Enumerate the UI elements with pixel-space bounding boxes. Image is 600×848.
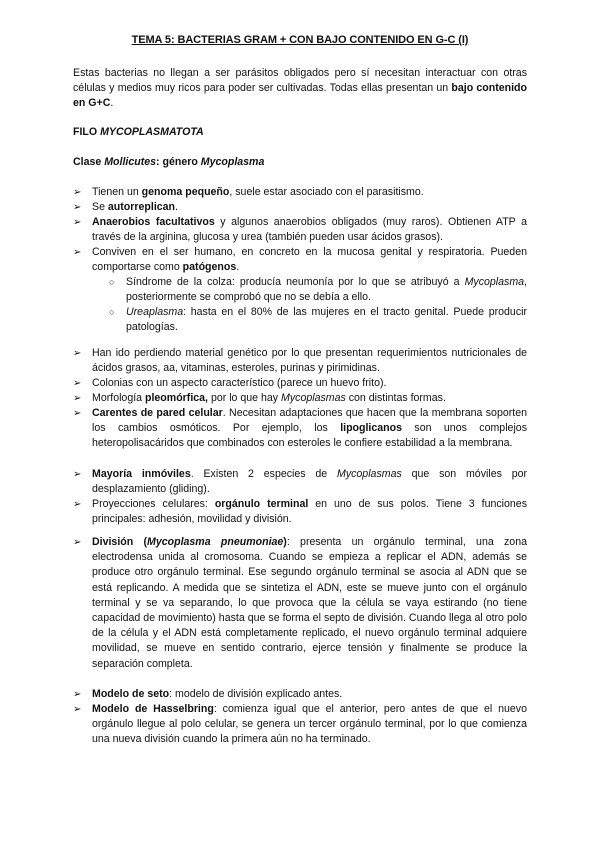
list-item	[73, 245, 527, 275]
item-text: Han ido perdiendo material genético por lo que presentan requerimientos nutricionales de ácidos grasos, aa, vitaminas, esteroles, purinas y pirimidinas.	[92, 347, 527, 375]
clase-name: Mollicutes	[104, 156, 157, 168]
list-item	[73, 406, 527, 452]
filo-prefix: FILO	[73, 126, 101, 138]
item-bold-italic: Mycoplasma pneumoniae	[147, 536, 284, 548]
list-item	[73, 467, 527, 497]
intro-end: .	[110, 97, 114, 110]
filo-heading	[73, 125, 527, 140]
intro-paragraph	[73, 66, 527, 112]
item-text: : comienza igual que el anterior, pero antes de que el nuevo orgánulo llegue al polo celular, se genera un tercer orgánulo terminal, por lo que comienza una nueva división cuando la primera aún no ha terminado.	[92, 703, 527, 746]
item-bold: Carentes de pared celular	[92, 407, 223, 419]
bullet-arrow-icon: ➢	[73, 217, 82, 228]
list-item	[73, 535, 527, 672]
item-text: Síndrome de la colza: producía neumonía por lo que se atribuyó a	[126, 276, 465, 288]
bullet-arrow-icon: ➢	[73, 689, 82, 700]
item-text: : modelo de división explicado antes.	[169, 688, 343, 700]
item-italic: Mycoplasmas	[337, 468, 402, 480]
clase-mid: : género	[156, 156, 201, 168]
item-text: . Existen 2 especies de	[190, 468, 337, 480]
item-bold: pleomórfica,	[145, 392, 208, 404]
item-bold: División (	[92, 536, 148, 548]
item-text: con distintas formas.	[345, 392, 446, 404]
list-item	[73, 185, 527, 200]
item-bold: Modelo de seto	[92, 688, 170, 700]
item-bold: )	[283, 536, 287, 548]
item-text: Proyecciones celulares:	[92, 498, 215, 510]
bullet-arrow-icon: ➢	[73, 247, 82, 258]
list-item	[73, 200, 527, 215]
bullet-arrow-icon: ➢	[73, 499, 82, 510]
item-text: Conviven en el ser humano, en concreto en la mucosa genital y respiratoria. Pueden comportarse como	[92, 246, 527, 274]
item-italic: Ureaplasma	[126, 306, 184, 318]
bullet-arrow-icon: ➢	[73, 408, 82, 419]
list-item	[73, 346, 527, 376]
item-text: .	[175, 201, 178, 213]
bullet-arrow-icon: ➢	[73, 393, 82, 404]
circle-bullet-icon: ○	[109, 277, 115, 287]
bullet-arrow-icon: ➢	[73, 704, 82, 715]
item-text: por lo que hay	[208, 392, 282, 404]
bullet-arrow-icon: ➢	[73, 378, 82, 389]
clase-prefix: Clase	[73, 156, 105, 168]
item-text: , suele estar asociado con el parasitismo.	[229, 186, 424, 198]
item-text: Morfología	[92, 392, 145, 404]
item-text: que son móviles por desplazamiento (gliding).	[92, 468, 528, 496]
clase-genus: Mycoplasma	[200, 156, 265, 168]
list-item	[73, 376, 527, 391]
filo-name: MYCOPLASMATOTA	[100, 126, 204, 138]
bullet-arrow-icon: ➢	[73, 469, 82, 480]
item-text: Colonias con un aspecto característico (parece un huevo frito).	[92, 377, 387, 389]
item-bold: lipoglicanos	[340, 422, 402, 435]
item-text: Se	[92, 201, 108, 213]
item-text: : hasta en el 80% de las mujeres en el tracto genital. Puede producir patologías.	[126, 306, 527, 334]
item-bold: autorreplican	[107, 201, 176, 213]
item-text: en uno de sus polos. Tiene 3 funciones principales: adhesión, movilidad y división.	[92, 498, 527, 526]
intro-text: Estas bacterias no llegan a ser parásitos obligados pero sí necesitan interactuar con otras células y medios muy ricos para poder ser cultivadas. Todas ellas presentan un	[73, 67, 527, 95]
item-bold: Anaerobios facultativos	[92, 216, 215, 228]
item-text: .	[236, 261, 240, 274]
sub-list-item	[109, 275, 527, 305]
clase-heading	[73, 155, 527, 170]
item-bold: patógenos	[182, 261, 237, 274]
list-item	[73, 215, 527, 245]
sub-list-item	[109, 305, 527, 335]
list-item	[73, 391, 527, 406]
item-bold: Modelo de Hasselbring	[92, 703, 214, 715]
item-text: . Necesitan adaptaciones que hacen que la membrana soporten los cambios osmóticos. Por ejemplo, los	[92, 407, 527, 435]
item-bold: orgánulo terminal	[214, 498, 309, 510]
bullet-arrow-icon: ➢	[73, 202, 82, 213]
list-item	[73, 687, 527, 702]
item-text: Tienen un	[92, 186, 142, 198]
bullet-arrow-icon: ➢	[73, 537, 82, 548]
item-text: son unos complejos heteropolisacáridos que combinados con esteroles le confiere estabilidad a la membrana.	[92, 422, 527, 450]
item-bold: genoma pequeño	[141, 186, 230, 198]
circle-bullet-icon: ○	[109, 307, 115, 317]
bullet-arrow-icon: ➢	[73, 187, 82, 198]
intro-bold: bajo contenido en G+C	[73, 82, 527, 110]
item-italic: Mycoplasmas	[281, 392, 346, 404]
item-text: : presenta un orgánulo terminal, una zona electrodensa unida al cromosoma. Cuando se empieza a replicar el ADN, además se produce otro orgánulo terminal. Ese segundo orgánulo terminal se asocia al ADN que se está replicando. A medida que se sintetiza el ADN, este se mueve junto con el orgánulo terminal y se va separando, lo que provoca que la célula se vaya estirando (no tiene capacidad de movimiento) hasta que se forma el septo de división. Cuando llega al otro polo de la célula y el ADN está completamente replicado, el nuevo orgánulo terminal adquiere movilidad, se mueve en sentido contrario, ejerce tensión y finalmente se produce la separación completa.	[92, 536, 527, 670]
item-bold: Mayoría inmóviles	[92, 468, 191, 480]
item-text: , posteriormente se comprobó que no se debía a ello.	[126, 276, 527, 304]
list-item	[73, 702, 527, 748]
bullet-arrow-icon: ➢	[73, 348, 82, 359]
list-item	[73, 497, 527, 527]
item-italic: Mycoplasma	[464, 276, 525, 288]
item-text: y algunos anaerobios obligados (muy raros). Obtienen ATP a través de la arginina, glucosa y urea (también pueden usar ácidos grasos).	[92, 216, 528, 244]
page-title: TEMA 5: BACTERIAS GRAM + CON BAJO CONTENIDO EN G-C (I)	[131, 34, 469, 46]
